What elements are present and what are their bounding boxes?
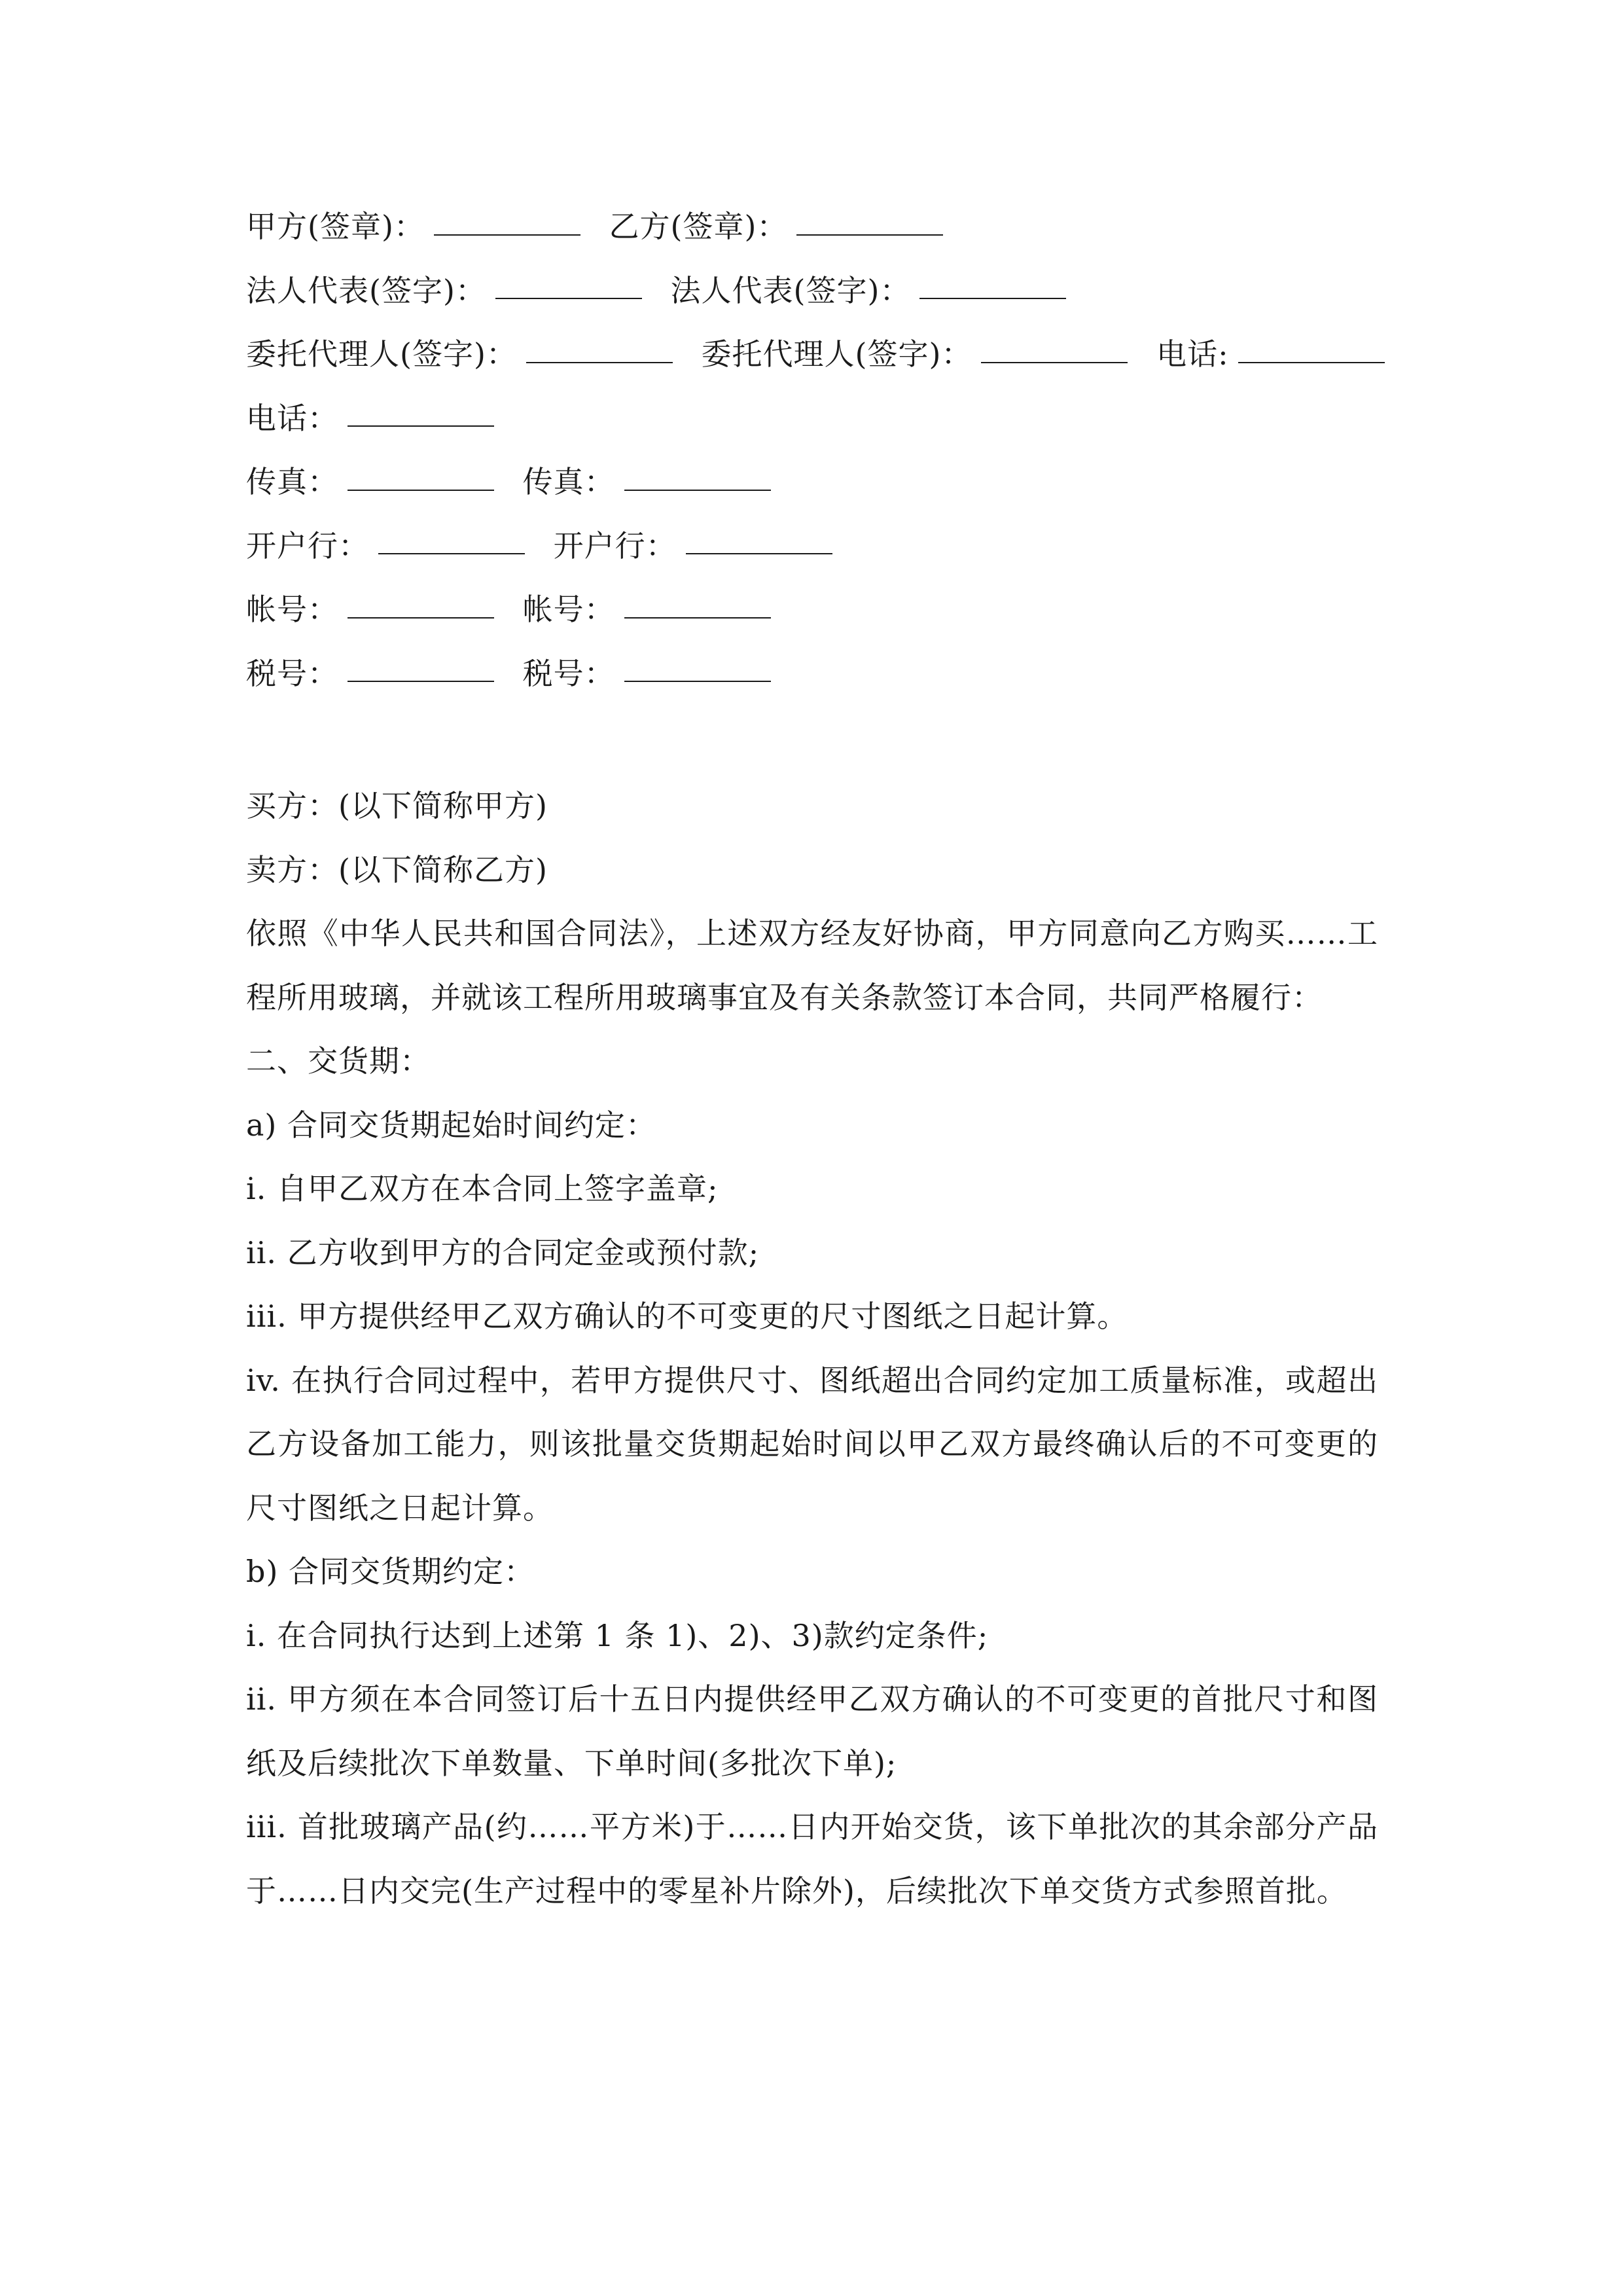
clause-a-item-2: ii. 乙方收到甲方的合同定金或预付款; xyxy=(246,1234,760,1270)
field-label: 开户行： xyxy=(553,528,677,564)
buyer-line: 买方：(以下简称甲方) xyxy=(246,788,548,823)
field-label: 乙方(签章)： xyxy=(609,209,788,244)
clause-b-item-1: i. 在合同执行达到上述第 1 条 1)、2)、3)款约定条件; xyxy=(246,1617,989,1653)
blank-line xyxy=(378,552,525,554)
field-label: 开户行： xyxy=(246,528,369,564)
signature-row-party xyxy=(246,195,1378,259)
blank-line xyxy=(526,361,673,363)
clause-b-title: b) 合同交货期约定： xyxy=(246,1554,535,1589)
blank-line xyxy=(624,680,771,682)
party-b-account-field xyxy=(523,578,771,642)
party-b-agent-field xyxy=(702,323,1128,387)
clause-a-item-3: iii. 甲方提供经甲乙双方确认的不可变更的尺寸图纸之日起计算。 xyxy=(246,1299,1128,1334)
seller-line: 卖方：(以下简称乙方) xyxy=(246,852,548,888)
blank-line xyxy=(624,617,771,619)
field-label: 法人代表(签字)： xyxy=(246,272,486,308)
blank-line xyxy=(348,489,494,491)
blank-line xyxy=(686,552,832,554)
blank-line xyxy=(348,617,494,619)
party-a-fax-field xyxy=(246,450,494,514)
party-b-seal-field xyxy=(609,195,944,259)
clause-b-item-3: iii. 首批玻璃产品(约……平方米)于……日内开始交货，该下单批次的其余部分产品于……日内交完(生产过程中的零星补片除外)，后续批次下单交货方式参照首批。 xyxy=(246,1809,1378,1909)
field-label: 税号： xyxy=(522,655,615,691)
field-label: 委托代理人(签字)： xyxy=(701,336,972,372)
contract-body xyxy=(246,774,1378,1923)
blank-line xyxy=(919,297,1066,299)
party-b-fax-field xyxy=(523,450,771,514)
blank-line xyxy=(796,234,943,236)
signature-row-agent xyxy=(246,323,1378,387)
field-label: 法人代表(签字)： xyxy=(670,272,911,308)
field-label: 甲方(签章)： xyxy=(246,209,425,244)
blank-line xyxy=(434,234,580,236)
clause-b-item-2: ii. 甲方须在本合同签订后十五日内提供经甲乙双方确认的不可变更的首批尺寸和图纸及后续批次下单数量、下单时间(多批次下单); xyxy=(246,1681,1378,1781)
party-a-account-field xyxy=(246,578,494,642)
party-b-tax-field xyxy=(523,642,771,706)
party-a-legal-rep-field xyxy=(246,259,642,323)
field-label: 帐号： xyxy=(246,592,338,627)
clause-a-item-4: iv. 在执行合同过程中，若甲方提供尺寸、图纸超出合同约定加工质量标准，或超出乙方设备加工能力，则该批量交货期起始时间以甲乙双方最终确认后的不可变更的尺寸图纸之日起计算。 xyxy=(246,1362,1378,1526)
signature-section xyxy=(246,195,1378,706)
field-label: 电话: xyxy=(1156,336,1229,372)
party-a-tax-field xyxy=(246,642,494,706)
clause-a-title: a) 合同交货期起始时间约定： xyxy=(246,1107,656,1143)
field-label: 委托代理人(签字)： xyxy=(246,336,517,372)
party-b-bank-field xyxy=(554,514,832,579)
party-a-seal-field xyxy=(246,195,580,259)
signature-row-bank xyxy=(246,514,1378,579)
blank-line xyxy=(624,489,771,491)
preamble-paragraph: 依照《中华人民共和国合同法》，上述双方经友好协商，甲方同意向乙方购买……工程所用玻璃，并就该工程所用玻璃事宜及有关条款签订本合同，共同严格履行： xyxy=(246,916,1378,1015)
field-label: 帐号： xyxy=(522,592,615,627)
blank-line xyxy=(1238,361,1385,363)
blank-line xyxy=(348,680,494,682)
signature-row-fax xyxy=(246,450,1378,514)
signature-row-phone xyxy=(246,387,1378,451)
blank-line xyxy=(348,425,494,427)
party-b-phone-field xyxy=(246,387,494,451)
clause-a-item-1: i. 自甲乙双方在本合同上签字盖章; xyxy=(246,1171,719,1206)
party-a-phone-field xyxy=(1156,323,1385,387)
party-a-agent-field xyxy=(246,323,673,387)
party-b-legal-rep-field xyxy=(671,259,1067,323)
signature-row-tax xyxy=(246,642,1378,706)
field-label: 电话： xyxy=(246,400,338,436)
field-label: 传真： xyxy=(246,464,338,499)
party-a-bank-field xyxy=(246,514,525,579)
blank-line xyxy=(981,361,1128,363)
blank-line xyxy=(495,297,642,299)
signature-row-legal-rep xyxy=(246,259,1378,323)
field-label: 传真： xyxy=(522,464,615,499)
section-heading: 二、交货期： xyxy=(246,1043,431,1079)
field-label: 税号： xyxy=(246,655,338,691)
signature-row-account xyxy=(246,578,1378,642)
